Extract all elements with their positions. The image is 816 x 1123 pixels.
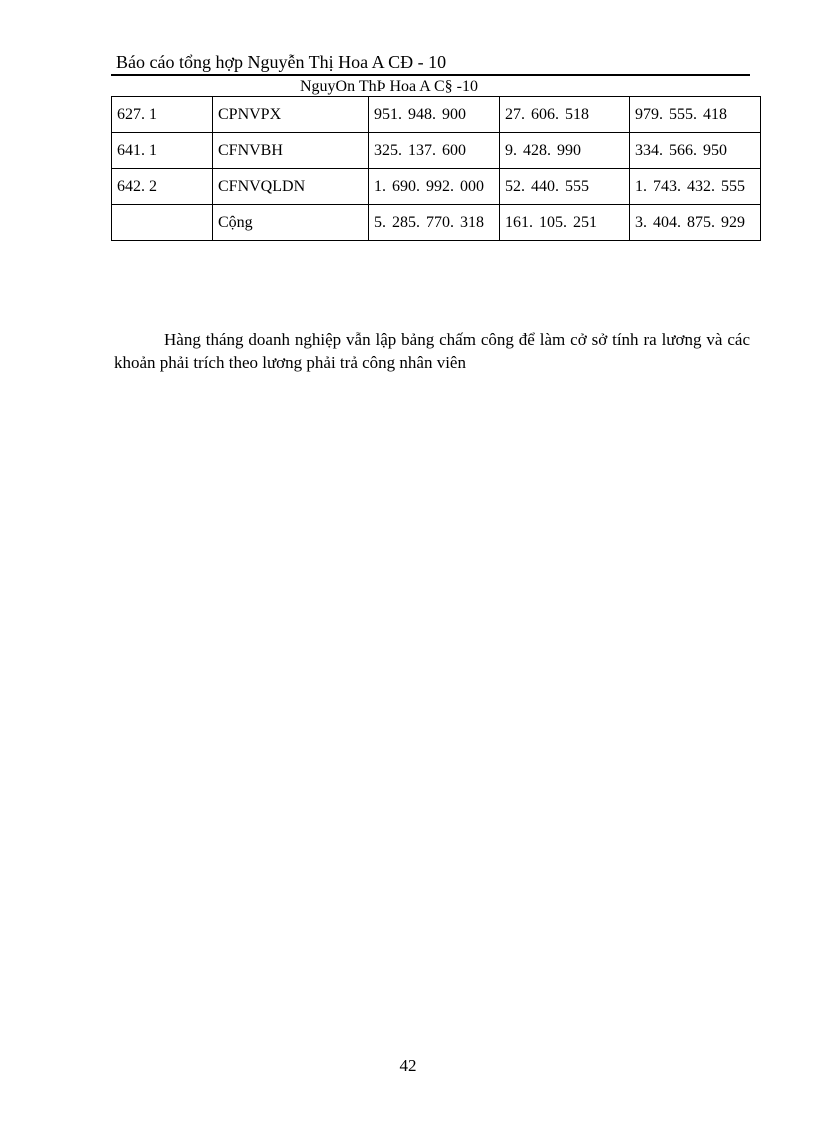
table-row: [112, 169, 761, 205]
amount-cell: 1. 690. 992. 000: [369, 169, 500, 205]
amount-cell: 52. 440. 555: [500, 169, 630, 205]
page-header-title: Báo cáo tổng hợp Nguyễn Thị Hoa A CĐ - 10: [116, 52, 447, 72]
account-name-cell: CPNVPX: [213, 97, 369, 133]
page-header-subtitle: NguyOn ThÞ Hoa A C§ -10: [300, 78, 478, 95]
amount-cell: 5. 285. 770. 318: [369, 205, 500, 241]
account-code-cell: [112, 205, 213, 241]
account-name-cell: CFNVBH: [213, 133, 369, 169]
header-divider: [111, 74, 750, 76]
account-code-cell: 641. 1: [112, 133, 213, 169]
body-paragraph: Hàng tháng doanh nghiệp vẫn lập bảng chấm công để làm cở sở tính ra lương và các khoản phải trích theo lương phải trả công nhân viên: [114, 330, 750, 372]
amount-cell: 951. 948. 900: [369, 97, 500, 133]
amount-cell: 161. 105. 251: [500, 205, 630, 241]
account-code-cell: 627. 1: [112, 97, 213, 133]
amount-cell: 1. 743. 432. 555: [630, 169, 761, 205]
page-number: 42: [399, 1056, 417, 1075]
amount-cell: 979. 555. 418: [630, 97, 761, 133]
table-row: [112, 133, 761, 169]
table-row-total: [112, 205, 761, 241]
amount-cell: 27. 606. 518: [500, 97, 630, 133]
amount-cell: 3. 404. 875. 929: [630, 205, 761, 241]
amount-cell: 9. 428. 990: [500, 133, 630, 169]
amount-cell: 334. 566. 950: [630, 133, 761, 169]
amount-cell: 325. 137. 600: [369, 133, 500, 169]
total-label-cell: Cộng: [213, 205, 369, 241]
table-row: [112, 97, 761, 133]
account-name-cell: CFNVQLDN: [213, 169, 369, 205]
account-code-cell: 642. 2: [112, 169, 213, 205]
expense-table: [111, 96, 761, 241]
